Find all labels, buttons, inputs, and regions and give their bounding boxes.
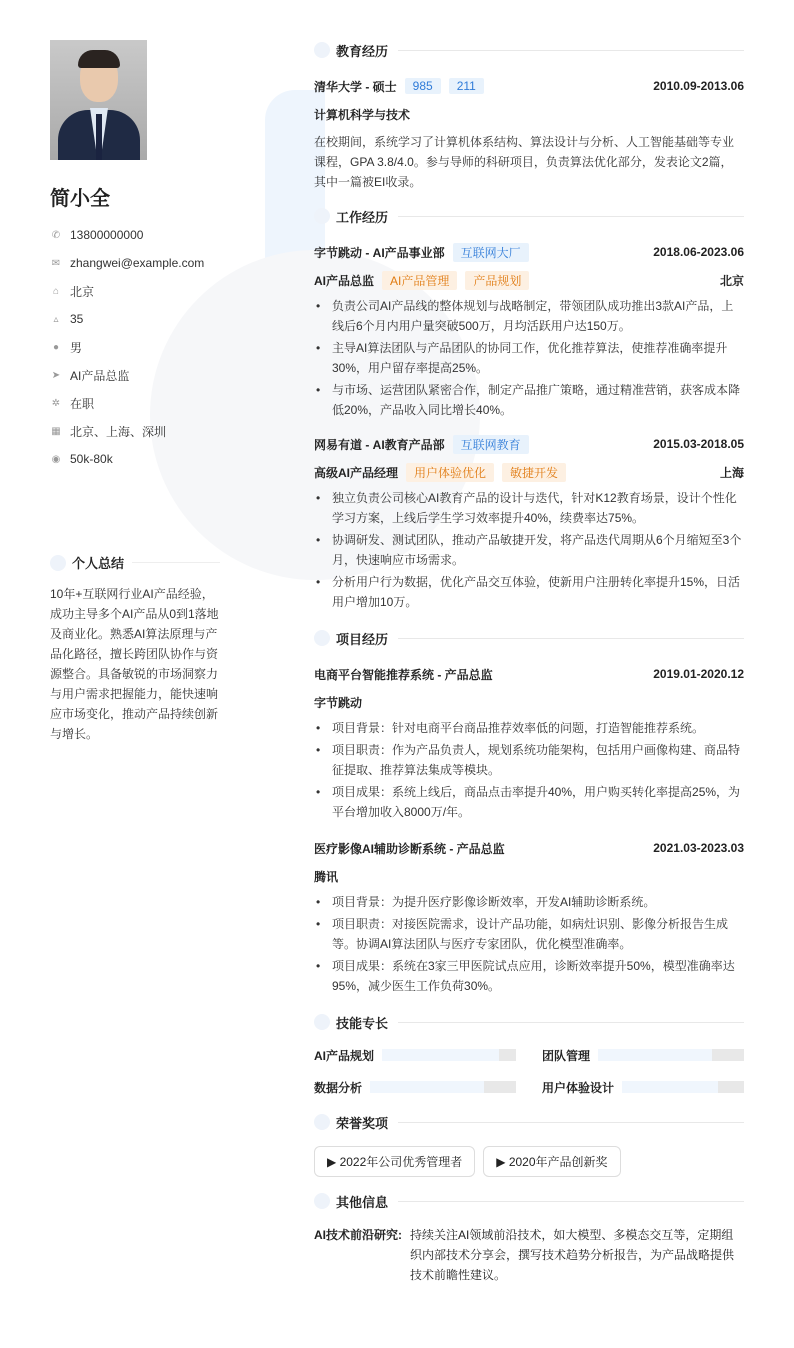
bullet: • 项目背景：为提升医疗影像诊断效率，开发AI辅助诊断系统。 — [314, 892, 744, 912]
project-name: 医疗影像AI辅助诊断系统 - 产品总监 — [314, 841, 505, 856]
project-header — [314, 834, 744, 862]
summary-heading — [50, 553, 220, 572]
city: 上海 — [719, 465, 744, 480]
summary-title: 个人总结 — [72, 556, 125, 571]
info-text: zhangwei@example.com — [70, 256, 205, 270]
tag: 互联网教育 — [453, 435, 529, 454]
major: 计算机科学与技术 — [314, 107, 411, 122]
skill-name: 用户体验设计 — [542, 1080, 615, 1095]
role-wrap — [314, 463, 566, 482]
info-item — [50, 305, 220, 333]
bullet: • 项目成果：系统在3家三甲医院试点应用，诊断效率提升50%，模型准确率达95%，减少医生工作负荷30%。 — [314, 956, 744, 996]
section-awards — [314, 1112, 744, 1132]
bullet-list — [314, 488, 744, 612]
project-entry — [314, 660, 744, 822]
job-role-row — [314, 458, 744, 486]
sidebar — [50, 40, 220, 744]
date: 2015.03-2018.05 — [653, 437, 744, 451]
section-work — [314, 206, 744, 226]
skill-bar — [382, 1049, 516, 1061]
role: AI产品总监 — [314, 273, 375, 288]
building-icon: ▦ — [51, 425, 61, 437]
candidate-name: 简小全 — [50, 188, 110, 210]
project-company-row — [314, 862, 744, 890]
job-company-wrap — [314, 243, 529, 262]
gender-icon: ● — [52, 341, 60, 353]
info-text: 35 — [70, 312, 84, 326]
other-text: 持续关注AI领域前沿技术，如大模型、多模态交互等，定期组织内部技术分享会，撰写技术趋势分析报告，为产品战略提供技术前瞻性建议。 — [410, 1228, 735, 1282]
project-company: 腾讯 — [314, 869, 339, 884]
job-role-row — [314, 266, 744, 294]
skill-bar-fill — [622, 1081, 718, 1093]
section-title: 工作经历 — [336, 209, 389, 225]
job-header — [314, 238, 744, 266]
bullet: • 项目背景：针对电商平台商品推荐效率低的问题，打造智能推荐系统。 — [314, 718, 744, 738]
info-text: 男 — [70, 340, 83, 355]
section-other — [314, 1191, 744, 1211]
bullet: • 项目职责：对接医院需求，设计产品功能，如病灶识别、影像分析报告生成等。协调AI算法团队与医疗专家团队，优化模型准确率。 — [314, 914, 744, 954]
info-item — [50, 361, 220, 389]
bullet-list — [314, 296, 744, 420]
home-icon: ⌂ — [52, 285, 60, 297]
info-item — [50, 277, 220, 305]
role: 高级AI产品经理 — [314, 465, 399, 480]
job-company-wrap — [314, 435, 529, 454]
skill-bar-fill — [370, 1081, 484, 1093]
salary-icon: ◉ — [51, 453, 61, 465]
info-item — [50, 333, 220, 361]
date: 2010.09-2013.06 — [653, 79, 744, 93]
job-header — [314, 430, 744, 458]
skill-tag: AI产品管理 — [382, 271, 457, 290]
bullet: • 协调研发、测试团队，推动产品敏捷开发，将产品迭代周期从6个月缩短至3个月，快速响应市场需求。 — [314, 530, 744, 570]
info-text: 北京、上海、深圳 — [70, 424, 167, 439]
skill-bar — [622, 1081, 744, 1093]
info-item — [50, 389, 220, 417]
info-item — [50, 417, 220, 445]
project-header — [314, 660, 744, 688]
skill-bar — [370, 1081, 516, 1093]
bullet: • 分析用户行为数据，优化产品交互体验，使新用户注册转化率提升15%，日活用户增加10万。 — [314, 572, 744, 612]
role-wrap — [314, 271, 529, 290]
avatar-photo — [50, 40, 147, 160]
skill-name: 数据分析 — [314, 1080, 363, 1095]
status-icon: ✲ — [51, 397, 61, 409]
education-description: 在校期间，系统学习了计算机体系结构、算法设计与分析、人工智能基础等专业课程，GPA 3.8/4.0。参与导师的科研项目，负责算法优化部分，发表论文2篇，其中一篇被EI收录。 — [314, 135, 735, 189]
section-title: 项目经历 — [336, 631, 389, 647]
job-entry — [314, 430, 744, 612]
skill-item — [314, 1076, 516, 1098]
skill-tag: 敏捷开发 — [502, 463, 566, 482]
cake-icon: ▵ — [53, 313, 59, 325]
project-entry — [314, 834, 744, 996]
section-title: 荣誉奖项 — [336, 1115, 389, 1131]
date: 2018.06-2023.06 — [653, 245, 744, 259]
skill-item — [542, 1044, 744, 1066]
phone-icon: ✆ — [51, 229, 61, 241]
info-text: 北京 — [70, 284, 95, 299]
other-label: AI技术前沿研究: — [314, 1228, 402, 1242]
city: 北京 — [719, 273, 744, 288]
skill-bar-fill — [598, 1049, 712, 1061]
section-projects — [314, 628, 744, 648]
section-title: 教育经历 — [336, 43, 389, 59]
main-content — [314, 40, 744, 1285]
contact-info-list — [50, 221, 220, 473]
job-entry — [314, 238, 744, 420]
mail-icon: ✉ — [51, 257, 61, 269]
bullet: • 项目职责：作为产品负责人，规划系统功能架构，包括用户画像构建、商品特征提取、推荐算法集成等模块。 — [314, 740, 744, 780]
skill-item — [542, 1076, 744, 1098]
summary-text: 10年+互联网行业AI产品经验，成功主导多个AI产品从0到1落地及商业化。熟悉AI算法原理与产品化路径，擅长跨团队协作与资源整合。具备敏锐的市场洞察力与用户需求把握能力，能快速响应市场变化，推动产品持续创新与增长。 — [50, 587, 219, 741]
tag: 985 — [405, 78, 441, 94]
bullet: • 主导AI算法团队与产品团队的协同工作，优化推荐算法，使推荐准确率提升30%，用户留存率提高25%。 — [314, 338, 744, 378]
section-title: 技能专长 — [336, 1015, 389, 1031]
company: 字节跳动 - AI产品事业部 — [314, 245, 445, 260]
section-education — [314, 40, 744, 60]
info-text: 在职 — [70, 396, 95, 411]
info-text: AI产品总监 — [70, 368, 130, 383]
bullet: • 独立负责公司核心AI教育产品的设计与迭代，针对K12教育场景，设计个性化学习方案，上线后学生学习效率提升40%，续费率达75%。 — [314, 488, 744, 528]
bullet: • 与市场、运营团队紧密合作，制定产品推广策略，通过精准营销，获客成本降低20%，产品收入同比增长40%。 — [314, 380, 744, 420]
tag: 互联网大厂 — [453, 243, 529, 262]
skill-tag: 产品规划 — [465, 271, 529, 290]
award-badge: ▶ 2022年公司优秀管理者 — [314, 1146, 475, 1177]
send-icon: ➤ — [51, 369, 61, 381]
bullet-list — [314, 718, 744, 822]
skill-item — [314, 1044, 516, 1066]
info-item — [50, 445, 220, 473]
skill-name: AI产品规划 — [314, 1048, 375, 1063]
date: 2019.01-2020.12 — [653, 667, 744, 681]
bullet-list — [314, 892, 744, 996]
bullet: • 负责公司AI产品线的整体规划与战略制定，带领团队成功推出3款AI产品，上线后6个月内用户量突破500万，月均活跃用户达150万。 — [314, 296, 744, 336]
section-skills — [314, 1012, 744, 1032]
school-degree: 清华大学 - 硕士 — [314, 79, 397, 94]
section-title: 其他信息 — [336, 1194, 389, 1210]
company: 网易有道 - AI教育产品部 — [314, 437, 445, 452]
info-item — [50, 221, 220, 249]
info-item — [50, 249, 220, 277]
info-text: 13800000000 — [70, 228, 144, 242]
tag: 211 — [449, 78, 484, 94]
skill-bar — [598, 1049, 744, 1061]
skill-name: 团队管理 — [542, 1048, 591, 1063]
project-company-row — [314, 688, 744, 716]
skill-bar-fill — [382, 1049, 499, 1061]
skill-tag: 用户体验优化 — [406, 463, 494, 482]
project-company: 字节跳动 — [314, 695, 363, 710]
bullet: • 项目成果：系统上线后，商品点击率提升40%，用户购买转化率提高25%，为平台增加收入8000万/年。 — [314, 782, 744, 822]
award-badge: ▶ 2020年产品创新奖 — [483, 1146, 620, 1177]
project-name: 电商平台智能推荐系统 - 产品总监 — [314, 667, 493, 682]
info-text: 50k-80k — [70, 452, 113, 466]
date: 2021.03-2023.03 — [653, 841, 744, 855]
